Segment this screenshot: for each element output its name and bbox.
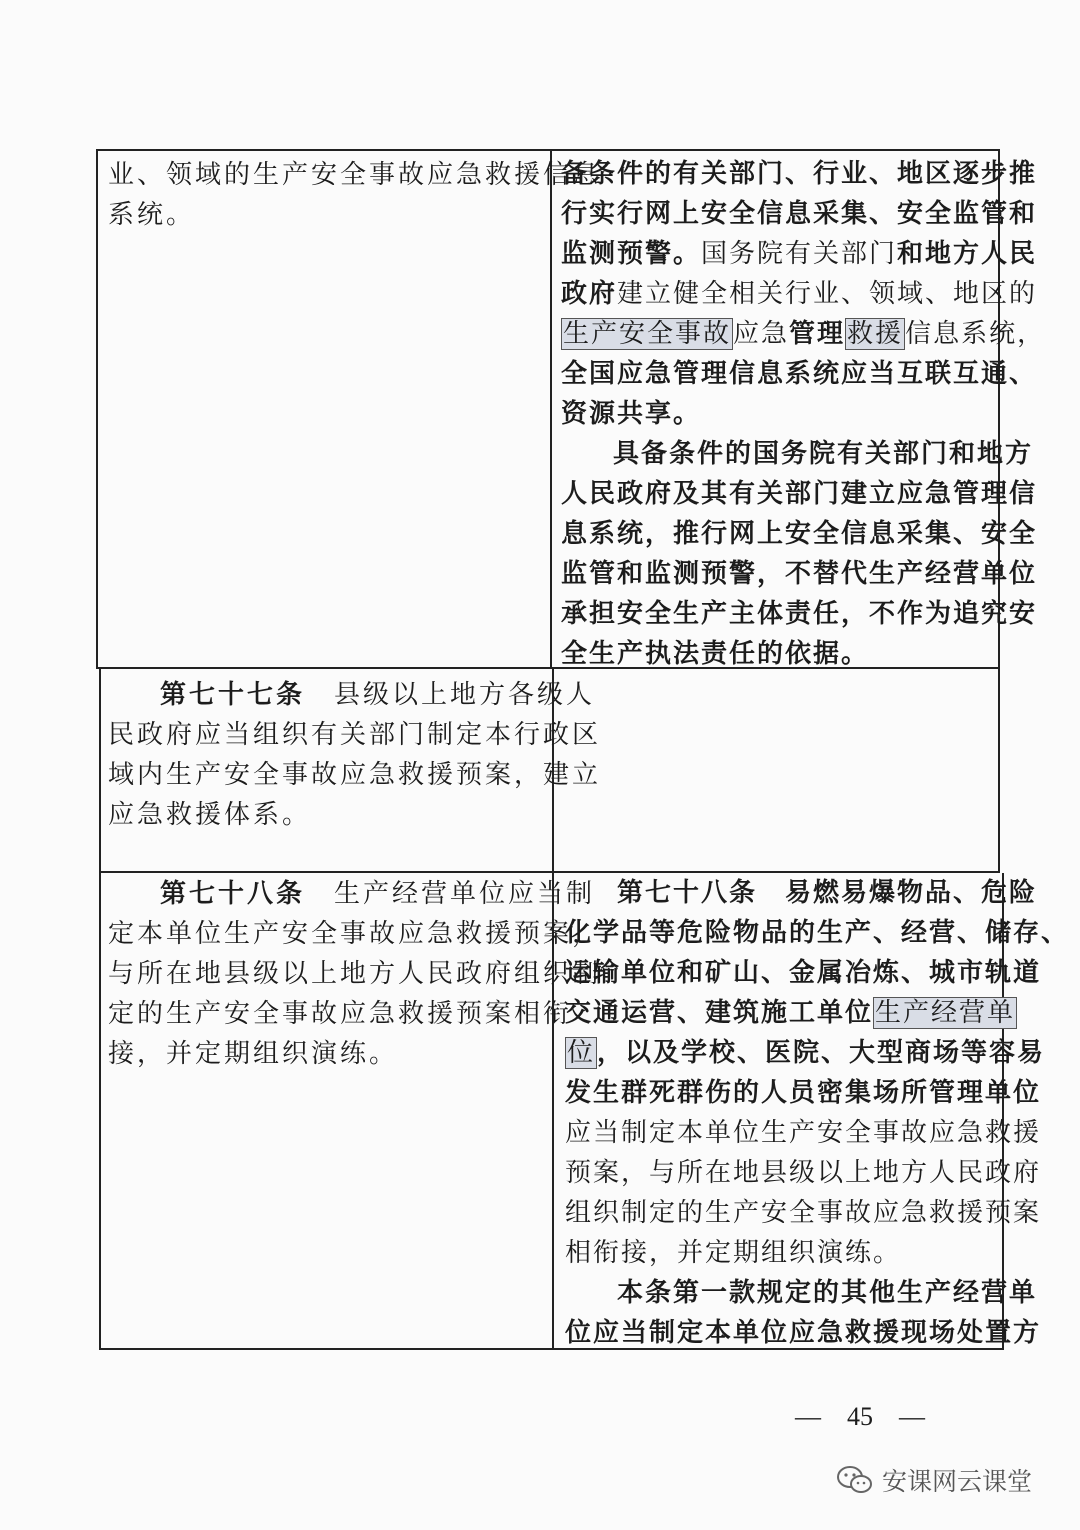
text-run: 组织制定的生产安全事故应急救援预案 bbox=[565, 1198, 1042, 1228]
text-line bbox=[565, 1073, 1042, 1113]
text-run: 资源共享。 bbox=[561, 399, 702, 429]
watermark bbox=[836, 1462, 1032, 1498]
text-run: 第七十八条 bbox=[617, 878, 758, 908]
text-run: 县级以上地方各级人 bbox=[305, 680, 596, 710]
text-run: 息系统，推行网上安全信息采集、安全 bbox=[561, 519, 1038, 549]
table-border-top bbox=[96, 149, 1000, 151]
text-run: 行实行网上安全信息采集、安全监管和 bbox=[561, 199, 1038, 229]
text-line bbox=[561, 554, 1038, 594]
text-run: 本条第一款规定的其他生产经营单 bbox=[617, 1278, 1038, 1308]
text-run: 系统。 bbox=[108, 200, 196, 230]
text-run: 定的生产安全事故应急救援预案相衔 bbox=[108, 999, 573, 1029]
text-run: 接，并定期组织演练。 bbox=[108, 1039, 399, 1069]
text-line bbox=[565, 1313, 1042, 1353]
text-run: ，以及学校、医院、大型商场等容易 bbox=[597, 1038, 1046, 1068]
highlighted-deletion: 位 bbox=[567, 1038, 596, 1068]
text-line bbox=[108, 155, 602, 195]
table-border-left-bottom bbox=[99, 669, 101, 1350]
row1-right-cell bbox=[561, 154, 1046, 674]
table-column-divider-top bbox=[550, 149, 552, 669]
text-run: 政府 bbox=[561, 279, 618, 309]
text-line bbox=[561, 634, 995, 674]
text-line bbox=[561, 474, 1038, 514]
text-run: 全国应急管理信息系统应当互联互通、 bbox=[561, 359, 1038, 389]
text-run: 易燃易爆物品、危险 bbox=[785, 878, 1038, 908]
text-run: 运输单位和矿山、金属冶炼、城市轨道 bbox=[565, 958, 1042, 988]
text-run: 发生群死群伤的人员密集场所管理单位 bbox=[565, 1078, 1042, 1108]
text-run: 应急 bbox=[733, 319, 790, 349]
text-line bbox=[561, 394, 995, 434]
text-line bbox=[565, 873, 1038, 913]
text-run: 定本单位生产安全事故应急救援预案， bbox=[108, 919, 602, 949]
text-run: 全生产执法责任的依据。 bbox=[561, 639, 870, 669]
text-run: 具备条件的国务院有关部门和地方 bbox=[613, 439, 1034, 469]
text-run: 预案，与所在地县级以上地方人民政府 bbox=[565, 1158, 1042, 1188]
page-number: — 45 — bbox=[794, 1402, 925, 1431]
text-run: 建立健全相关行业、领域、地区的 bbox=[617, 279, 1038, 309]
text-line bbox=[565, 993, 1016, 1033]
highlighted-deletion: 生产安全事故 bbox=[563, 319, 732, 349]
row3-right-cell bbox=[565, 873, 1070, 1353]
text-line bbox=[108, 675, 596, 715]
text-line bbox=[108, 874, 596, 914]
text-run: 业、领域的生产安全事故应急救援信息 bbox=[108, 160, 602, 190]
text-line bbox=[565, 1273, 1038, 1313]
text-run: 应急救援体系。 bbox=[108, 800, 312, 830]
text-line bbox=[108, 994, 573, 1034]
text-line bbox=[561, 434, 1034, 474]
text-line bbox=[565, 1193, 1042, 1233]
text-line bbox=[108, 755, 602, 795]
text-line bbox=[561, 154, 1038, 194]
text-run: 信息系统， bbox=[905, 319, 1046, 349]
text-run: 第七十七条 bbox=[160, 680, 306, 710]
text-run bbox=[757, 878, 785, 908]
text-line bbox=[565, 1233, 999, 1273]
row1-left-cell bbox=[108, 155, 602, 235]
table-border-left-top bbox=[96, 149, 98, 669]
highlighted-deletion: 生产经营单 bbox=[875, 998, 1016, 1028]
text-run: 备条件的有关部门、行业、地区逐步推 bbox=[561, 159, 1038, 189]
text-line bbox=[561, 314, 1046, 354]
text-run: 交通运营、建筑施工单位 bbox=[565, 998, 874, 1028]
text-line bbox=[108, 715, 602, 755]
text-line bbox=[561, 354, 1038, 394]
text-line bbox=[108, 914, 602, 954]
text-line bbox=[561, 234, 1038, 274]
text-run: 人民政府及其有关部门建立应急管理信 bbox=[561, 479, 1038, 509]
text-run: 管理 bbox=[789, 319, 846, 349]
text-line bbox=[565, 953, 1042, 993]
text-run: 国务院有关部门 bbox=[701, 239, 898, 269]
highlighted-deletion: 救援 bbox=[847, 319, 904, 349]
text-line bbox=[561, 514, 1038, 554]
text-run: 相衔接，并定期组织演练。 bbox=[565, 1238, 902, 1268]
text-line bbox=[108, 1034, 546, 1074]
row3-left-cell bbox=[108, 874, 602, 1074]
text-run: 和地方人民 bbox=[897, 239, 1038, 269]
row2-left-cell bbox=[108, 675, 602, 835]
wechat-icon bbox=[836, 1464, 874, 1496]
text-run: 监管和监测预警，不替代生产经营单位 bbox=[561, 559, 1038, 589]
text-line bbox=[565, 1153, 1042, 1193]
text-line bbox=[561, 594, 1038, 634]
text-line bbox=[108, 195, 546, 235]
text-line bbox=[565, 913, 1070, 953]
text-run: 位应当制定本单位应急救援现场处置方 bbox=[565, 1318, 1042, 1348]
text-line bbox=[108, 795, 546, 835]
text-line bbox=[108, 954, 602, 994]
text-line bbox=[565, 1113, 1042, 1153]
text-run: 民政府应当组织有关部门制定本行政区 bbox=[108, 720, 602, 750]
text-line bbox=[565, 1033, 1046, 1073]
watermark-text: 安课网云课堂 bbox=[882, 1467, 1033, 1496]
text-run: 化学品等危险物品的生产、经营、储存、 bbox=[565, 918, 1070, 948]
text-line bbox=[561, 194, 1038, 234]
text-run: 生产经营单位应当制 bbox=[305, 879, 596, 909]
text-run: 第七十八条 bbox=[160, 879, 306, 909]
text-run: 承担安全生产主体责任，不作为追究安 bbox=[561, 599, 1038, 629]
text-line bbox=[561, 274, 1038, 314]
text-run: 应当制定本单位生产安全事故应急救援 bbox=[565, 1118, 1042, 1148]
text-run: 监测预警。 bbox=[561, 239, 702, 269]
text-run: 与所在地县级以上地方人民政府组织制 bbox=[108, 959, 602, 989]
text-run: 域内生产安全事故应急救援预案，建立 bbox=[108, 760, 602, 790]
